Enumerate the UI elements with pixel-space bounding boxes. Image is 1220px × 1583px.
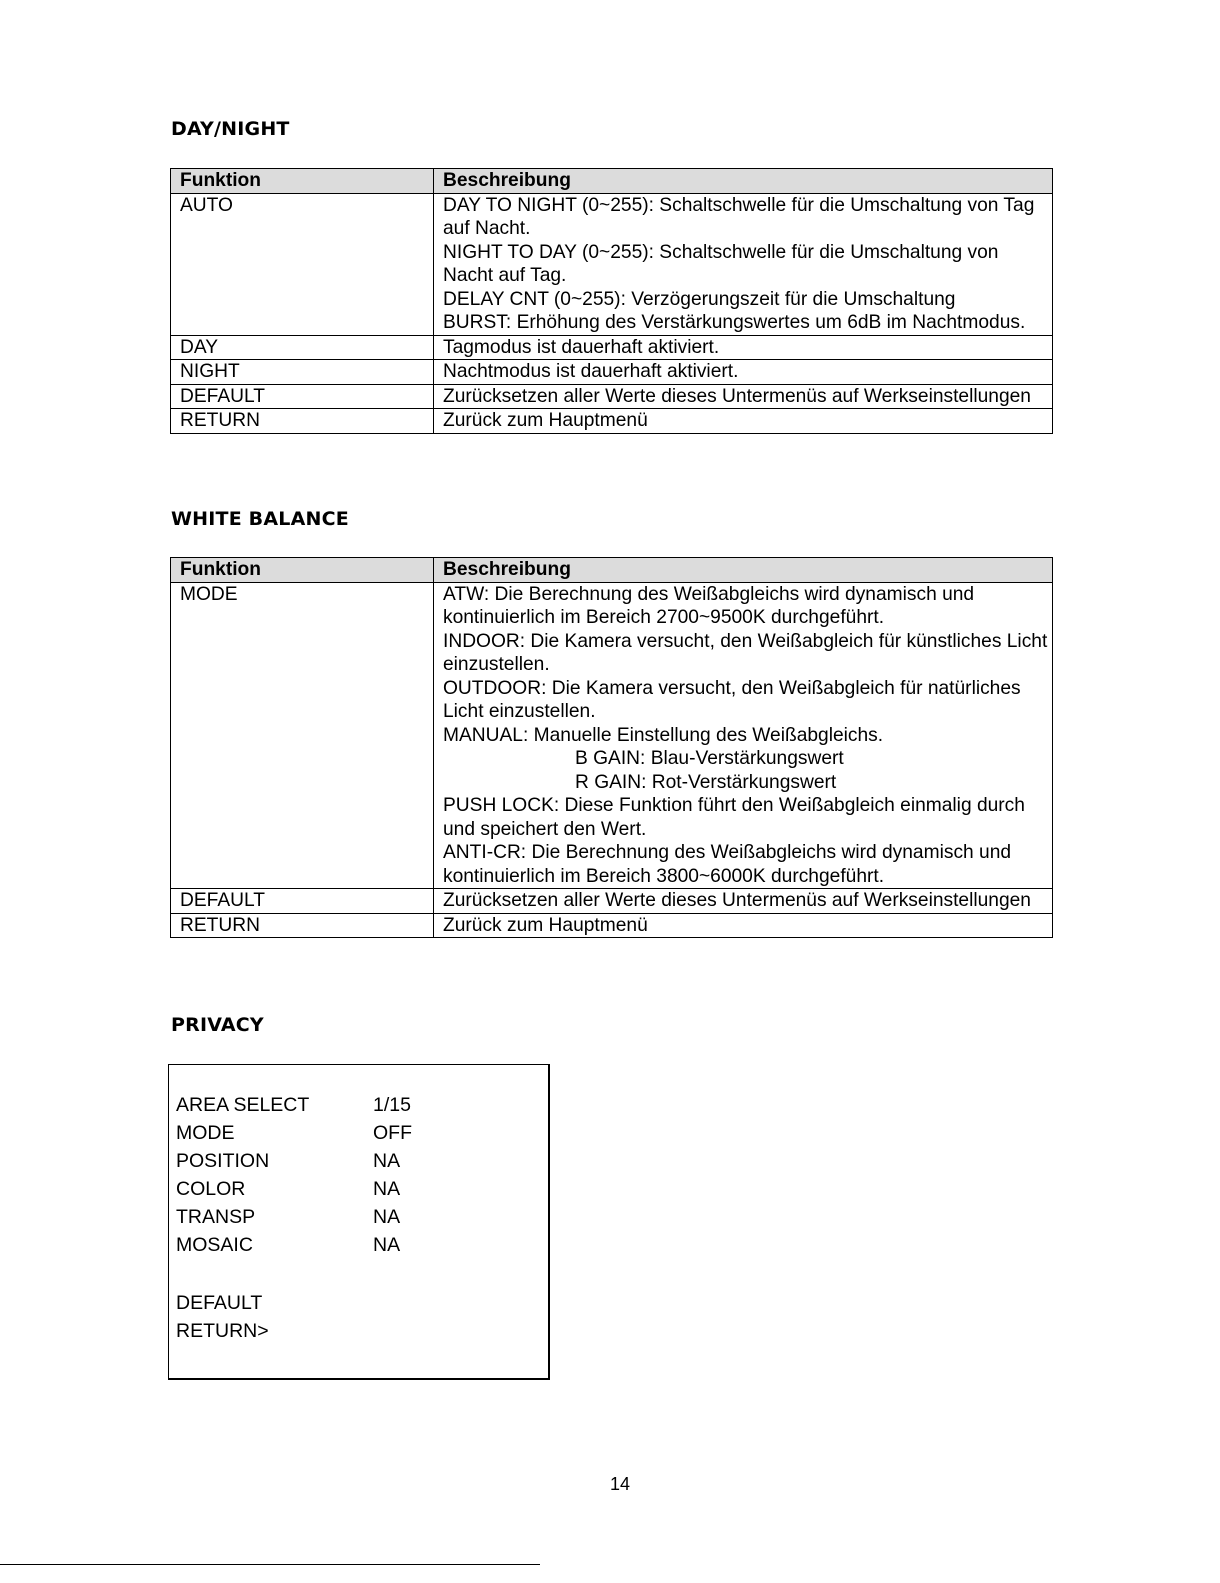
table-row (171, 889, 1053, 914)
description-line: Zurücksetzen aller Werte dieses Untermenüs auf Werkseinstellungen (443, 890, 1031, 911)
function-cell: RETURN (171, 913, 434, 938)
description-cell (434, 913, 1053, 938)
day-night-table (170, 168, 1053, 434)
description-line: Zurück zum Hauptmenü (443, 914, 648, 936)
description-line: OUTDOOR: Die Kamera versucht, den Weißabgleich für natürliches Licht einzustellen. (443, 677, 1021, 722)
function-cell: RETURN (171, 409, 434, 434)
table-row (171, 193, 1053, 335)
description-cell (434, 335, 1053, 360)
table-row (171, 384, 1053, 409)
section-title-privacy: PRIVACY (171, 1014, 264, 1036)
description-line: Zurück zum Hauptmenü (443, 410, 648, 431)
description-line: R GAIN: Rot-Verstärkungswert (575, 771, 837, 793)
description-cell (434, 889, 1053, 914)
function-cell: AUTO (171, 193, 434, 335)
column-header-description: Beschreibung (434, 169, 1053, 194)
menu-item-label: COLOR (176, 1178, 246, 1200)
description-line: BURST: Erhöhung des Verstärkungswertes um 6dB im Nachtmodus. (443, 312, 1026, 333)
menu-item-label: MODE (176, 1122, 235, 1144)
description-line: INDOOR: Die Kamera versucht, den Weißabgleich für künstliches Licht einzustellen. (443, 630, 1048, 675)
column-header-description: Beschreibung (434, 558, 1053, 583)
privacy-osd-menu (168, 1064, 550, 1380)
description-line: Zurücksetzen aller Werte dieses Untermenüs auf Werkseinstellungen (443, 385, 1031, 407)
table-row (171, 913, 1053, 938)
menu-item-label: DEFAULT (176, 1292, 263, 1314)
function-cell: NIGHT (171, 360, 434, 385)
description-cell (434, 193, 1053, 335)
description-line: Tagmodus ist dauerhaft aktiviert. (443, 336, 720, 358)
description-line: Nachtmodus ist dauerhaft aktiviert. (443, 361, 739, 382)
table-row (171, 582, 1053, 889)
table-row (171, 360, 1053, 385)
function-cell: MODE (171, 582, 434, 889)
description-cell (434, 384, 1053, 409)
menu-item-label: AREA SELECT (176, 1094, 310, 1116)
description-cell (434, 582, 1053, 889)
function-cell: DAY (171, 335, 434, 360)
description-line: DELAY CNT (0~255): Verzögerungszeit für die Umschaltung (443, 288, 956, 310)
description-line: PUSH LOCK: Diese Funktion führt den Weißabgleich einmalig durch und speichert den Wert. (443, 795, 1025, 840)
menu-item-value: OFF (373, 1122, 412, 1144)
menu-item-label: MOSAIC (176, 1234, 253, 1256)
menu-item-label: POSITION (176, 1150, 270, 1172)
menu-item-label: RETURN> (176, 1320, 269, 1342)
section-title-day-night: DAY/NIGHT (171, 118, 290, 140)
table-row (171, 335, 1053, 360)
table-row (171, 409, 1053, 434)
bottom-divider (0, 1564, 540, 1565)
column-header-function: Funktion (171, 558, 434, 583)
description-line: DAY TO NIGHT (0~255): Schaltschwelle für die Umschaltung von Tag auf Nacht. (443, 194, 1035, 239)
menu-item-value: NA (373, 1178, 401, 1200)
function-cell: DEFAULT (171, 384, 434, 409)
section-title-white-balance: WHITE BALANCE (171, 508, 349, 530)
menu-item-value: NA (373, 1234, 401, 1256)
menu-item-value: NA (373, 1150, 401, 1172)
description-line: B GAIN: Blau-Verstärkungswert (575, 748, 844, 769)
column-header-function: Funktion (171, 169, 434, 194)
description-line: ANTI-CR: Die Berechnung des Weißabgleichs wird dynamisch und kontinuierlich im Bereich 3800~6000K durchgeführt. (443, 842, 1012, 887)
description-line: MANUAL: Manuelle Einstellung des Weißabgleichs. (443, 724, 884, 746)
function-cell: DEFAULT (171, 889, 434, 914)
menu-item-label: TRANSP (176, 1206, 256, 1228)
table-header-row (171, 169, 1053, 194)
description-cell (434, 360, 1053, 385)
white-balance-table (170, 557, 1053, 938)
page-number: 14 (609, 1474, 631, 1494)
description-line: ATW: Die Berechnung des Weißabgleichs wird dynamisch und kontinuierlich im Bereich 2700~9500K durchgeführt. (443, 583, 975, 628)
description-line: NIGHT TO DAY (0~255): Schaltschwelle für die Umschaltung von Nacht auf Tag. (443, 241, 999, 286)
menu-item-value: NA (373, 1206, 401, 1228)
table-header-row (171, 558, 1053, 583)
menu-item-value: 1/15 (373, 1094, 411, 1116)
description-cell (434, 409, 1053, 434)
